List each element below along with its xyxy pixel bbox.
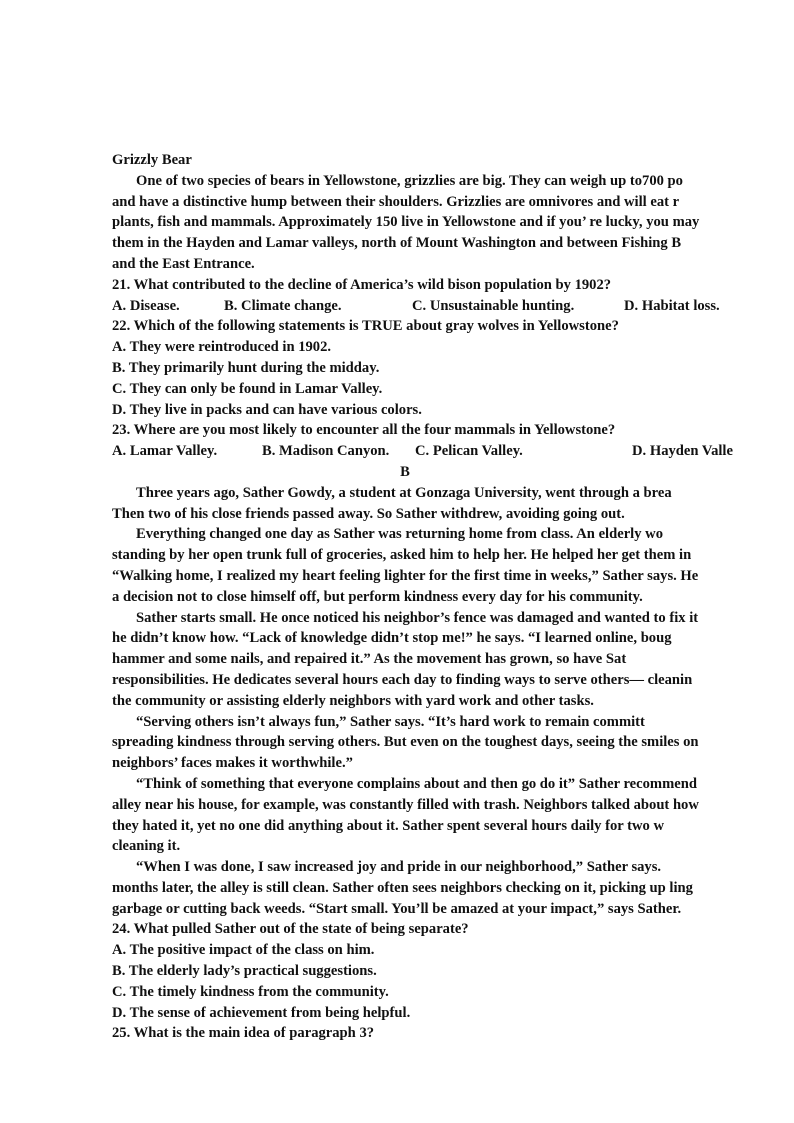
question-21-stem: 21. What contributed to the decline of America’s wild bison population by 1902? — [112, 276, 612, 293]
passage-line: neighbors’ faces makes it worthwhile.” — [112, 755, 353, 772]
passage-line: months later, the alley is still clean. Sather often sees neighbors checking on it, picking up ling — [112, 879, 693, 896]
passage-line: alley near his house, for example, was constantly filled with trash. Neighbors talked about how — [112, 796, 699, 813]
option-a: A. Lamar Valley. — [112, 443, 218, 460]
passage-line: spreading kindness through serving others. But even on the toughest days, seeing the smiles on — [112, 734, 699, 751]
option-a: A. The positive impact of the class on him. — [112, 942, 375, 959]
question-23-stem: 23. Where are you most likely to encounter all the four mammals in Yellowstone? — [112, 422, 616, 439]
option-b: B. The elderly lady’s practical suggestions. — [112, 963, 377, 980]
option-b: B. Climate change. — [224, 297, 342, 314]
passage-line: a decision not to close himself off, but perform kindness every day for his community. — [112, 588, 643, 605]
passage-line: “Walking home, I realized my heart feeling lighter for the first time in weeks,” Sather says. He — [112, 567, 699, 584]
passage-line: cleaning it. — [112, 838, 181, 855]
option-d: D. Hayden Valle — [632, 443, 733, 460]
passage-line: plants, fish and mammals. Approximately 150 live in Yellowstone and if you’ re lucky, you may — [112, 214, 700, 231]
passage-line: “When I was done, I saw increased joy and pride in our neighborhood,” Sather says. — [136, 859, 662, 876]
section-label: B — [400, 463, 410, 480]
passage-line: he didn’t know how. “Lack of knowledge didn’t stop me!” he says. “I learned online, boug — [112, 630, 672, 647]
passage-line: garbage or cutting back weeds. “Start small. You’ll be amazed at your impact,” says Sather. — [112, 900, 682, 917]
option-d: D. The sense of achievement from being helpful. — [112, 1004, 411, 1021]
passage-line: Everything changed one day as Sather was returning home from class. An elderly wo — [136, 526, 664, 543]
question-23-options — [112, 441, 738, 462]
question-25-stem: 25. What is the main idea of paragraph 3? — [112, 1025, 375, 1042]
question-22-stem: 22. Which of the following statements is TRUE about gray wolves in Yellowstone? — [112, 318, 619, 335]
passage-line: them in the Hayden and Lamar valleys, north of Mount Washington and between Fishing B — [112, 235, 682, 252]
passage-line: Then two of his close friends passed away. So Sather withdrew, avoiding going out. — [112, 505, 625, 522]
question-21-options — [112, 296, 738, 317]
passage-line: and the East Entrance. — [112, 255, 255, 272]
option-a: A. They were reintroduced in 1902. — [112, 339, 332, 356]
option-d: D. They live in packs and can have various colors. — [112, 401, 422, 418]
passage-line: responsibilities. He dedicates several hours each day to finding ways to serve others— cleanin — [112, 671, 693, 688]
option-c: C. Unsustainable hunting. — [412, 297, 575, 314]
option-b: B. They primarily hunt during the midday. — [112, 359, 380, 376]
exam-page — [112, 150, 738, 1044]
passage-line: Three years ago, Sather Gowdy, a student at Gonzaga University, went through a brea — [136, 484, 672, 501]
passage-line: they hated it, yet no one did anything about it. Sather spent several hours daily for two w — [112, 817, 665, 834]
option-c: C. Pelican Valley. — [415, 443, 523, 460]
question-24-stem: 24. What pulled Sather out of the state of being separate? — [112, 921, 469, 938]
option-a: A. Disease. — [112, 297, 180, 314]
passage-line: standing by her open trunk full of groceries, asked him to help her. He helped her get them in — [112, 547, 692, 564]
passage-line: One of two species of bears in Yellowstone, grizzlies are big. They can weigh up to700 po — [136, 172, 683, 189]
passage-line: the community or assisting elderly neighbors with yard work and other tasks. — [112, 692, 594, 709]
option-c: C. They can only be found in Lamar Valley. — [112, 380, 383, 397]
passage-line: “Serving others isn’t always fun,” Sather says. “It’s hard work to remain committ — [136, 713, 645, 730]
passage-heading: Grizzly Bear — [112, 152, 192, 168]
option-d: D. Habitat loss. — [624, 297, 720, 314]
passage-b-body — [112, 483, 738, 920]
option-c: C. The timely kindness from the community. — [112, 983, 389, 1000]
passage-line: hammer and some nails, and repaired it.” As the movement has grown, so have Sat — [112, 651, 627, 668]
passage-line: and have a distinctive hump between their shoulders. Grizzlies are omnivores and will eat r — [112, 193, 680, 210]
option-b: B. Madison Canyon. — [262, 443, 390, 460]
passage-line: “Think of something that everyone complains about and then go do it” Sather recommend — [136, 775, 697, 792]
passage-line: Sather starts small. He once noticed his neighbor’s fence was damaged and wanted to fix it — [136, 609, 699, 626]
